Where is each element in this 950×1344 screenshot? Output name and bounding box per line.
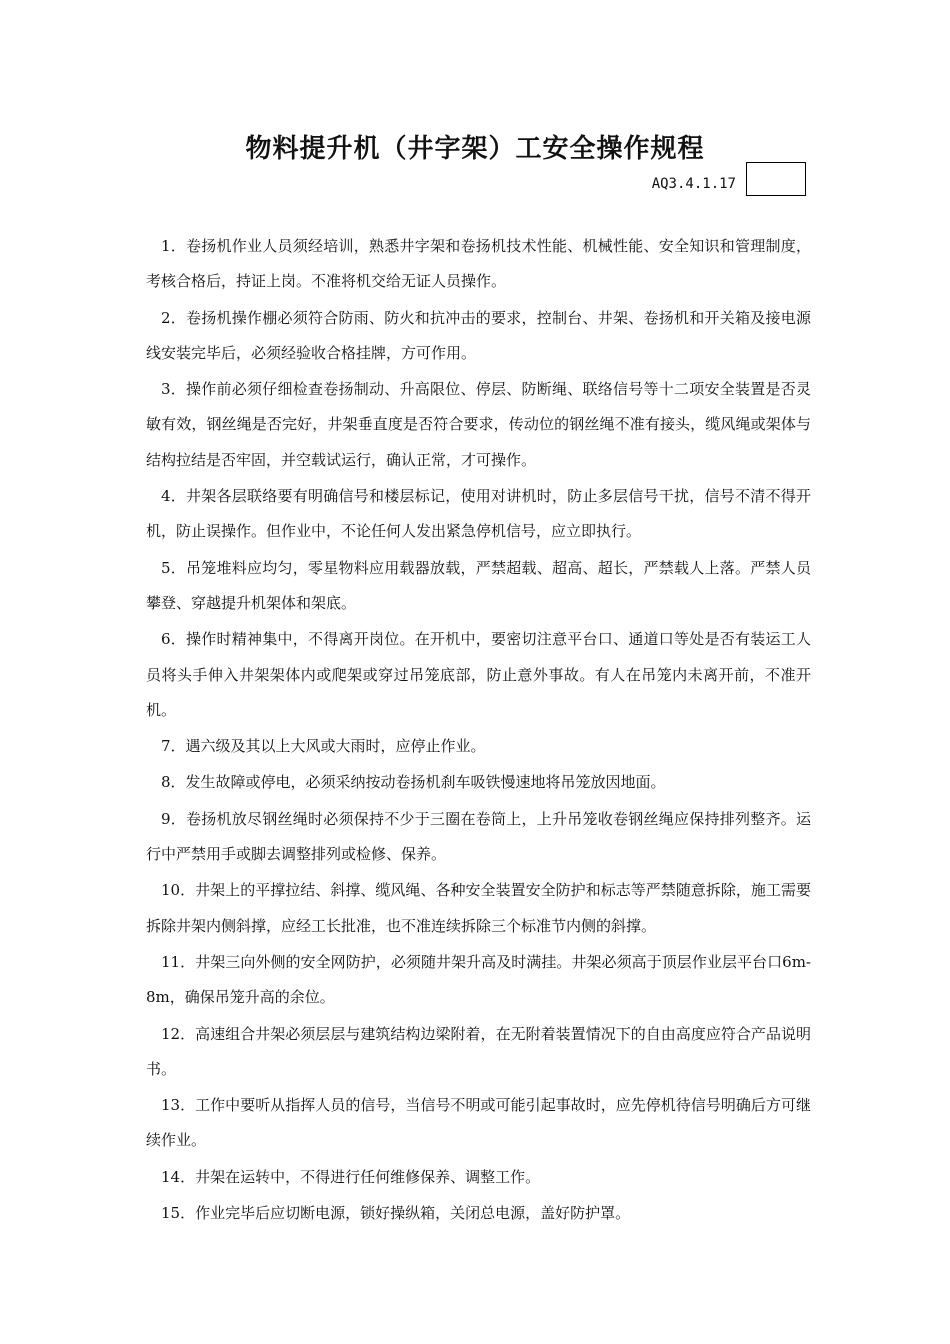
procedure-item-3: 3．操作前必须仔细检查卷扬制动、升高限位、停层、防断绳、联络信号等十二项安全装置是否灵敏有效，钢丝绳是否完好，井架垂直度是否符合要求，传动位的钢丝绳不准有接头，缆风绳或架体与结构拉结是否牢固，并空载试运行，确认正常，才可操作。	[146, 380, 811, 469]
procedure-item-10: 10．井架上的平撑拉结、斜撑、缆风绳、各种安全装置安全防护和标志等严禁随意拆除，施工需要拆除井架内侧斜撑，应经工长批准，也不准连续拆除三个标准节内侧的斜撑。	[146, 881, 811, 935]
procedure-item-13: 13．工作中要听从指挥人员的信号，当信号不明或可能引起事故时，应先停机待信号明确后方可继续作业。	[146, 1096, 811, 1150]
procedure-item-7: 7．遇六级及其以上大风或大雨时，应停止作业。	[161, 737, 486, 756]
procedure-item-2: 2．卷扬机操作棚必须符合防雨、防火和抗冲击的要求，控制台、井架、卷扬机和开关箱及接电源线安装完毕后，必须经验收合格挂牌，方可作用。	[146, 308, 811, 362]
procedure-item-5: 5．吊笼堆料应均匀，零星物料应用载器放载，严禁超载、超高、超长，严禁载人上落。严禁人员攀登、穿越提升机架体和架底。	[146, 558, 811, 612]
procedure-item-15: 15．作业完毕后应切断电源，锁好操纵箱，关闭总电源，盖好防护罩。	[161, 1204, 631, 1223]
page-title: 物料提升机（井字架）工安全操作规程	[245, 134, 705, 164]
procedure-list	[146, 229, 811, 1232]
procedure-item-6: 6．操作时精神集中，不得离开岗位。在开机中，要密切注意平台口、通道口等处是否有装运工人员将头手伸入井架架体内或爬架或穿过吊笼底部，防止意外事故。有人在吊笼内未离开前，不准开机。	[146, 630, 811, 719]
procedure-item-4: 4．井架各层联络要有明确信号和楼层标记，使用对讲机时，防止多层信号干扰，信号不清不得开机，防止误操作。但作业中，不论任何人发出紧急停机信号，应立即执行。	[146, 487, 811, 541]
procedure-item-14: 14．井架在运转中，不得进行任何维修保养、调整工作。	[161, 1167, 541, 1186]
code-stamp-box	[746, 162, 806, 196]
procedure-item-8: 8．发生故障或停电，必须采纳按动卷扬机刹车吸铁慢速地将吊笼放因地面。	[161, 773, 666, 792]
procedure-item-11: 11．井架三向外侧的安全网防护，必须随井架升高及时满挂。井架必须高于顶层作业层平台口6m-8m，确保吊笼升高的余位。	[146, 952, 811, 1007]
document-code: AQ3.4.1.17	[651, 176, 736, 192]
procedure-item-9: 9．卷扬机放尽钢丝绳时必须保持不少于三圈在卷筒上，上升吊笼收卷钢丝绳应保持排列整齐。运行中严禁用手或脚去调整排列或检修、保养。	[146, 809, 811, 864]
procedure-item-12: 12．高速组合井架必须层层与建筑结构边梁附着，在无附着装置情况下的自由高度应符合产品说明书。	[146, 1024, 811, 1078]
procedure-item-1: 1．卷扬机作业人员须经培训，熟悉井字架和卷扬机技术性能、机械性能、安全知识和管理制度，考核合格后，持证上岗。不准将机交给无证人员操作。	[146, 237, 811, 291]
